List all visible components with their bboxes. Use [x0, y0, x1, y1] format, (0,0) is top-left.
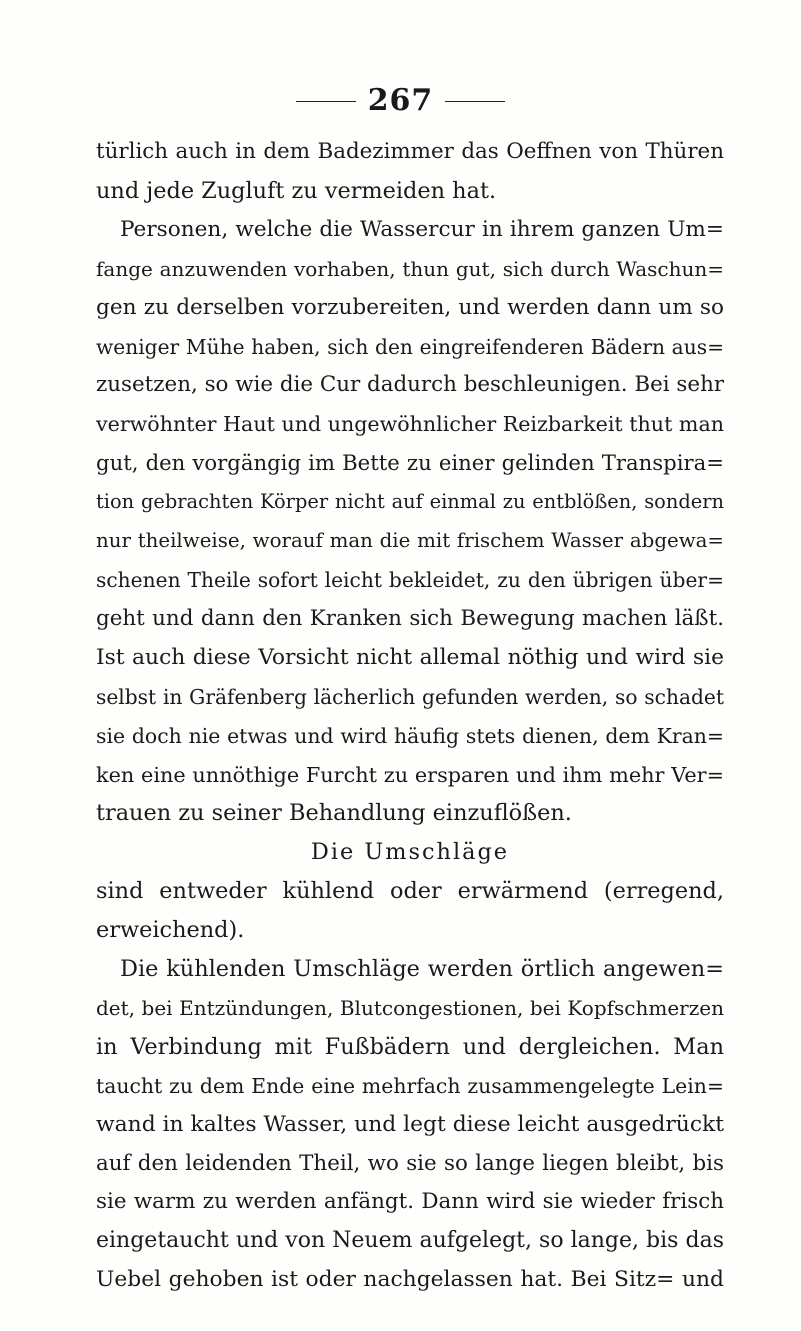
text-line: sie doch nie etwas und wird häufig stets dienen, dem Kran=: [96, 723, 724, 748]
text-line: sie warm zu werden anfängt. Dann wird sie wieder frisch: [96, 1189, 724, 1215]
text-line: trauen zu seiner Behandlung einzuflößen.: [96, 800, 572, 827]
section-heading: Die Umschläge: [310, 839, 510, 866]
text-line: und jede Zugluft zu vermeiden hat.: [96, 177, 497, 204]
text-line: tion gebrachten Körper nicht auf einmal zu entblößen, sondern: [96, 490, 724, 514]
text-line: selbst in Gräfenberg lächerlich gefunden werden, so schadet: [96, 684, 724, 709]
page-number: 267: [367, 83, 434, 118]
text-line: schenen Theile sofort leicht bekleidet, zu den übrigen über=: [96, 567, 724, 592]
text-line: türlich auch in dem Badezimmer das Oeffnen von Thüren: [96, 139, 724, 164]
text-line: det, bei Entzündungen, Blutcongestionen, bei Kopfschmerzen: [96, 995, 724, 1020]
text-line: eingetaucht und von Neuem aufgelegt, so lange, bis das: [96, 1228, 724, 1254]
header-rule-right: [445, 101, 505, 102]
text-line: Ist auch diese Vorsicht nicht allemal nöthig und wird sie: [96, 644, 724, 670]
text-line: geht und dann den Kranken sich Bewegung machen läßt.: [96, 605, 724, 631]
text-line: gen zu derselben vorzubereiten, und werden dann um so: [96, 294, 724, 320]
page-header: [0, 83, 801, 118]
text-line: auf den leidenden Theil, wo sie so lange liegen bleibt, bis: [96, 1150, 724, 1176]
body-text: [96, 133, 724, 1300]
text-line: wand in kaltes Wasser, und legt diese leicht ausgedrückt: [96, 1111, 724, 1137]
text-line: erweichend).: [96, 917, 245, 944]
text-line: weniger Mühe haben, sich den eingreifenderen Bädern aus=: [96, 334, 724, 359]
text-line: gut, den vorgängig im Bette zu einer gelinden Transpira=: [96, 450, 724, 476]
text-line: zusetzen, so wie die Cur dadurch beschleunigen. Bei sehr: [96, 372, 724, 398]
text-line: nur theilweise, worauf man die mit frischem Wasser abgewa=: [96, 529, 724, 553]
text-line: Die kühlenden Umschläge werden örtlich angewen=: [120, 956, 724, 983]
text-line: verwöhnter Haut und ungewöhnlicher Reizbarkeit thut man: [96, 412, 724, 437]
text-line: fange anzuwenden vorhaben, thun gut, sich durch Waschun=: [96, 256, 724, 281]
text-line: Uebel gehoben ist oder nachgelassen hat. Bei Sitz= und: [96, 1267, 724, 1293]
text-line: sind entweder kühlend oder erwärmend (erregend,: [96, 878, 724, 905]
header-rule-left: [296, 101, 356, 102]
text-line: in Verbindung mit Fußbädern und dergleichen. Man: [96, 1033, 724, 1060]
text-line: ken eine unnöthige Furcht zu ersparen und ihm mehr Ver=: [96, 762, 724, 787]
text-line: Personen, welche die Wassercur in ihrem ganzen Um=: [120, 216, 724, 242]
text-line: taucht zu dem Ende eine mehrfach zusammengelegte Lein=: [96, 1073, 724, 1098]
